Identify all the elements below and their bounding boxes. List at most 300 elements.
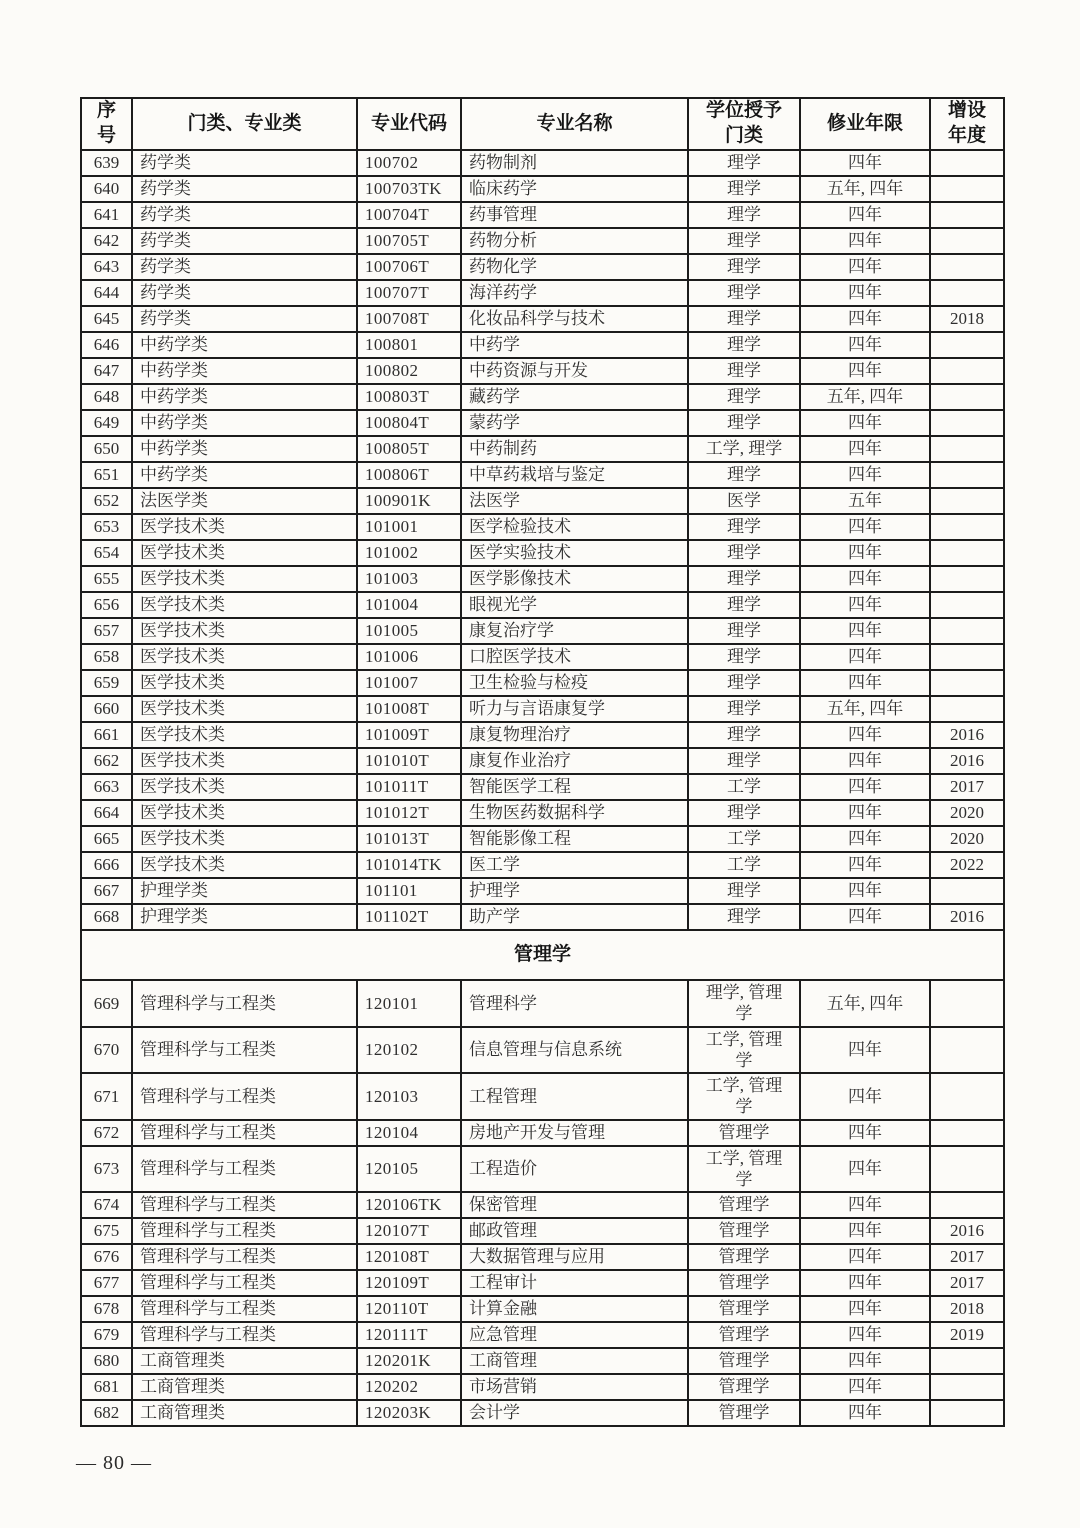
cell-name: 藏药学 xyxy=(461,384,688,410)
cell-year_added xyxy=(930,1400,1004,1426)
cell-year_added xyxy=(930,1120,1004,1146)
cell-code: 101005 xyxy=(357,618,461,644)
table-row xyxy=(81,1348,1004,1374)
cell-duration: 五年, 四年 xyxy=(800,980,930,1027)
table-row xyxy=(81,1296,1004,1322)
cell-degree: 理学 xyxy=(688,878,800,904)
header-row xyxy=(81,98,1004,150)
cell-degree: 理学 xyxy=(688,358,800,384)
table-row xyxy=(81,852,1004,878)
cell-name: 大数据管理与应用 xyxy=(461,1244,688,1270)
cell-code: 101102T xyxy=(357,904,461,930)
cell-name: 中药制药 xyxy=(461,436,688,462)
table-row xyxy=(81,306,1004,332)
cell-year_added xyxy=(930,332,1004,358)
cell-year_added: 2016 xyxy=(930,748,1004,774)
cell-no: 662 xyxy=(81,748,132,774)
cell-degree: 工学, 管理学 xyxy=(688,1027,800,1074)
cell-duration: 四年 xyxy=(800,670,930,696)
cell-code: 120201K xyxy=(357,1348,461,1374)
cell-degree: 理学 xyxy=(688,670,800,696)
cell-category: 医学技术类 xyxy=(132,826,357,852)
cell-duration: 四年 xyxy=(800,462,930,488)
cell-year_added: 2018 xyxy=(930,306,1004,332)
cell-degree: 理学 xyxy=(688,280,800,306)
table-row xyxy=(81,1400,1004,1426)
cell-name: 眼视光学 xyxy=(461,592,688,618)
cell-category: 药学类 xyxy=(132,202,357,228)
cell-code: 120107T xyxy=(357,1218,461,1244)
cell-name: 管理科学 xyxy=(461,980,688,1027)
table-row xyxy=(81,980,1004,1027)
cell-degree: 管理学 xyxy=(688,1192,800,1218)
cell-duration: 四年 xyxy=(800,436,930,462)
cell-year_added xyxy=(930,358,1004,384)
table-row xyxy=(81,800,1004,826)
cell-name: 助产学 xyxy=(461,904,688,930)
cell-year_added xyxy=(930,514,1004,540)
cell-degree: 工学, 管理学 xyxy=(688,1073,800,1120)
table-row xyxy=(81,1073,1004,1120)
cell-code: 100805T xyxy=(357,436,461,462)
col-header-serial-number: 序号 xyxy=(81,98,132,150)
cell-category: 药学类 xyxy=(132,228,357,254)
cell-no: 667 xyxy=(81,878,132,904)
cell-degree: 理学 xyxy=(688,306,800,332)
cell-year_added xyxy=(930,1073,1004,1120)
table-row xyxy=(81,1120,1004,1146)
cell-name: 康复物理治疗 xyxy=(461,722,688,748)
cell-year_added: 2017 xyxy=(930,1244,1004,1270)
cell-no: 663 xyxy=(81,774,132,800)
cell-degree: 管理学 xyxy=(688,1322,800,1348)
cell-degree: 理学 xyxy=(688,332,800,358)
cell-no: 650 xyxy=(81,436,132,462)
cell-name: 康复治疗学 xyxy=(461,618,688,644)
cell-year_added xyxy=(930,1348,1004,1374)
cell-no: 669 xyxy=(81,980,132,1027)
cell-duration: 五年, 四年 xyxy=(800,696,930,722)
cell-category: 中药学类 xyxy=(132,410,357,436)
cell-duration: 四年 xyxy=(800,1296,930,1322)
cell-code: 101101 xyxy=(357,878,461,904)
cell-category: 管理科学与工程类 xyxy=(132,980,357,1027)
cell-category: 管理科学与工程类 xyxy=(132,1146,357,1193)
cell-duration: 四年 xyxy=(800,306,930,332)
cell-code: 120203K xyxy=(357,1400,461,1426)
cell-name: 应急管理 xyxy=(461,1322,688,1348)
cell-no: 672 xyxy=(81,1120,132,1146)
cell-category: 医学技术类 xyxy=(132,852,357,878)
cell-year_added xyxy=(930,254,1004,280)
cell-no: 645 xyxy=(81,306,132,332)
cell-no: 641 xyxy=(81,202,132,228)
cell-code: 100702 xyxy=(357,150,461,176)
cell-year_added xyxy=(930,878,1004,904)
table-header xyxy=(81,98,1004,150)
cell-name: 市场营销 xyxy=(461,1374,688,1400)
cell-code: 100806T xyxy=(357,462,461,488)
col-header-category: 门类、专业类 xyxy=(132,98,357,150)
cell-duration: 四年 xyxy=(800,1120,930,1146)
cell-year_added: 2017 xyxy=(930,774,1004,800)
cell-duration: 四年 xyxy=(800,254,930,280)
cell-year_added: 2016 xyxy=(930,722,1004,748)
cell-name: 医学实验技术 xyxy=(461,540,688,566)
cell-duration: 四年 xyxy=(800,1027,930,1074)
cell-degree: 理学 xyxy=(688,254,800,280)
col-header-major-code: 专业代码 xyxy=(357,98,461,150)
cell-name: 药物制剂 xyxy=(461,150,688,176)
table-row xyxy=(81,878,1004,904)
cell-degree: 理学 xyxy=(688,176,800,202)
cell-no: 678 xyxy=(81,1296,132,1322)
cell-year_added xyxy=(930,696,1004,722)
cell-code: 120104 xyxy=(357,1120,461,1146)
cell-year_added xyxy=(930,202,1004,228)
cell-code: 101001 xyxy=(357,514,461,540)
cell-duration: 四年 xyxy=(800,514,930,540)
cell-name: 会计学 xyxy=(461,1400,688,1426)
cell-year_added xyxy=(930,488,1004,514)
cell-code: 120108T xyxy=(357,1244,461,1270)
cell-code: 100804T xyxy=(357,410,461,436)
cell-no: 681 xyxy=(81,1374,132,1400)
cell-year_added: 2017 xyxy=(930,1270,1004,1296)
cell-no: 680 xyxy=(81,1348,132,1374)
cell-category: 管理科学与工程类 xyxy=(132,1073,357,1120)
cell-name: 化妆品科学与技术 xyxy=(461,306,688,332)
cell-year_added xyxy=(930,566,1004,592)
cell-duration: 四年 xyxy=(800,1146,930,1193)
cell-degree: 管理学 xyxy=(688,1218,800,1244)
cell-code: 100901K xyxy=(357,488,461,514)
table-row xyxy=(81,176,1004,202)
cell-name: 药物分析 xyxy=(461,228,688,254)
cell-name: 工程造价 xyxy=(461,1146,688,1193)
cell-no: 647 xyxy=(81,358,132,384)
cell-code: 120101 xyxy=(357,980,461,1027)
cell-category: 医学技术类 xyxy=(132,774,357,800)
cell-no: 646 xyxy=(81,332,132,358)
table-row xyxy=(81,722,1004,748)
cell-no: 664 xyxy=(81,800,132,826)
cell-duration: 四年 xyxy=(800,904,930,930)
cell-year_added xyxy=(930,462,1004,488)
cell-no: 644 xyxy=(81,280,132,306)
cell-degree: 理学, 管理学 xyxy=(688,980,800,1027)
cell-degree: 工学 xyxy=(688,826,800,852)
cell-name: 智能医学工程 xyxy=(461,774,688,800)
cell-category: 护理学类 xyxy=(132,878,357,904)
cell-code: 101013T xyxy=(357,826,461,852)
cell-no: 679 xyxy=(81,1322,132,1348)
table-row xyxy=(81,1270,1004,1296)
cell-name: 医学影像技术 xyxy=(461,566,688,592)
cell-category: 管理科学与工程类 xyxy=(132,1270,357,1296)
col-header-major-name: 专业名称 xyxy=(461,98,688,150)
cell-category: 中药学类 xyxy=(132,462,357,488)
cell-code: 100704T xyxy=(357,202,461,228)
cell-duration: 五年, 四年 xyxy=(800,176,930,202)
cell-degree: 理学 xyxy=(688,228,800,254)
cell-year_added xyxy=(930,384,1004,410)
cell-code: 120109T xyxy=(357,1270,461,1296)
cell-duration: 四年 xyxy=(800,1192,930,1218)
cell-duration: 四年 xyxy=(800,332,930,358)
cell-year_added xyxy=(930,592,1004,618)
table-body xyxy=(81,150,1004,1426)
cell-code: 101006 xyxy=(357,644,461,670)
cell-duration: 四年 xyxy=(800,1218,930,1244)
cell-year_added xyxy=(930,280,1004,306)
cell-code: 120202 xyxy=(357,1374,461,1400)
cell-duration: 四年 xyxy=(800,826,930,852)
cell-no: 657 xyxy=(81,618,132,644)
table-row xyxy=(81,1192,1004,1218)
table-row xyxy=(81,618,1004,644)
cell-code: 100707T xyxy=(357,280,461,306)
cell-year_added: 2016 xyxy=(930,904,1004,930)
cell-degree: 管理学 xyxy=(688,1244,800,1270)
cell-year_added xyxy=(930,410,1004,436)
table-row xyxy=(81,1374,1004,1400)
cell-code: 101009T xyxy=(357,722,461,748)
table-row xyxy=(81,592,1004,618)
table-row xyxy=(81,748,1004,774)
cell-degree: 管理学 xyxy=(688,1348,800,1374)
cell-year_added: 2020 xyxy=(930,826,1004,852)
cell-duration: 四年 xyxy=(800,358,930,384)
cell-code: 101012T xyxy=(357,800,461,826)
cell-no: 640 xyxy=(81,176,132,202)
cell-category: 管理科学与工程类 xyxy=(132,1027,357,1074)
col-header-degree-category: 学位授予门类 xyxy=(688,98,800,150)
cell-code: 100801 xyxy=(357,332,461,358)
cell-no: 659 xyxy=(81,670,132,696)
col-header-year-added: 增设年度 xyxy=(930,98,1004,150)
table-row xyxy=(81,644,1004,670)
cell-duration: 五年, 四年 xyxy=(800,384,930,410)
cell-name: 计算金融 xyxy=(461,1296,688,1322)
cell-degree: 理学 xyxy=(688,540,800,566)
cell-degree: 理学 xyxy=(688,618,800,644)
table-row xyxy=(81,904,1004,930)
table-row xyxy=(81,1244,1004,1270)
cell-name: 邮政管理 xyxy=(461,1218,688,1244)
cell-category: 工商管理类 xyxy=(132,1374,357,1400)
cell-code: 120102 xyxy=(357,1027,461,1074)
cell-name: 口腔医学技术 xyxy=(461,644,688,670)
cell-year_added xyxy=(930,540,1004,566)
cell-name: 智能影像工程 xyxy=(461,826,688,852)
cell-code: 100706T xyxy=(357,254,461,280)
cell-no: 639 xyxy=(81,150,132,176)
cell-category: 药学类 xyxy=(132,306,357,332)
table-row xyxy=(81,1322,1004,1348)
cell-name: 信息管理与信息系统 xyxy=(461,1027,688,1074)
cell-code: 101014TK xyxy=(357,852,461,878)
cell-category: 医学技术类 xyxy=(132,696,357,722)
cell-code: 101003 xyxy=(357,566,461,592)
table-row xyxy=(81,228,1004,254)
cell-category: 医学技术类 xyxy=(132,644,357,670)
cell-duration: 四年 xyxy=(800,592,930,618)
cell-code: 100703TK xyxy=(357,176,461,202)
cell-duration: 四年 xyxy=(800,150,930,176)
cell-degree: 工学 xyxy=(688,852,800,878)
cell-duration: 四年 xyxy=(800,800,930,826)
cell-duration: 四年 xyxy=(800,748,930,774)
cell-year_added xyxy=(930,670,1004,696)
cell-name: 临床药学 xyxy=(461,176,688,202)
cell-degree: 理学 xyxy=(688,384,800,410)
cell-name: 工程管理 xyxy=(461,1073,688,1120)
cell-category: 管理科学与工程类 xyxy=(132,1322,357,1348)
cell-no: 654 xyxy=(81,540,132,566)
cell-category: 药学类 xyxy=(132,254,357,280)
cell-year_added xyxy=(930,618,1004,644)
cell-year_added xyxy=(930,1146,1004,1193)
table-row xyxy=(81,1146,1004,1193)
cell-year_added xyxy=(930,1027,1004,1074)
table-row xyxy=(81,488,1004,514)
cell-year_added xyxy=(930,228,1004,254)
cell-duration: 四年 xyxy=(800,540,930,566)
cell-category: 管理科学与工程类 xyxy=(132,1296,357,1322)
cell-code: 120103 xyxy=(357,1073,461,1120)
cell-degree: 理学 xyxy=(688,202,800,228)
cell-duration: 四年 xyxy=(800,410,930,436)
cell-name: 法医学 xyxy=(461,488,688,514)
cell-year_added: 2016 xyxy=(930,1218,1004,1244)
cell-degree: 理学 xyxy=(688,644,800,670)
cell-duration: 四年 xyxy=(800,228,930,254)
cell-name: 生物医药数据科学 xyxy=(461,800,688,826)
cell-code: 120110T xyxy=(357,1296,461,1322)
table-row xyxy=(81,436,1004,462)
cell-degree: 理学 xyxy=(688,748,800,774)
cell-duration: 四年 xyxy=(800,1374,930,1400)
table-row xyxy=(81,696,1004,722)
table-row xyxy=(81,384,1004,410)
cell-no: 643 xyxy=(81,254,132,280)
cell-category: 医学技术类 xyxy=(132,748,357,774)
cell-name: 医工学 xyxy=(461,852,688,878)
table-row xyxy=(81,1027,1004,1074)
cell-category: 管理科学与工程类 xyxy=(132,1120,357,1146)
cell-duration: 五年 xyxy=(800,488,930,514)
cell-duration: 四年 xyxy=(800,1322,930,1348)
cell-degree: 管理学 xyxy=(688,1270,800,1296)
cell-duration: 四年 xyxy=(800,618,930,644)
cell-category: 药学类 xyxy=(132,150,357,176)
table-row xyxy=(81,358,1004,384)
cell-name: 房地产开发与管理 xyxy=(461,1120,688,1146)
table-row xyxy=(81,280,1004,306)
cell-name: 蒙药学 xyxy=(461,410,688,436)
table-row xyxy=(81,150,1004,176)
cell-category: 中药学类 xyxy=(132,384,357,410)
cell-code: 100705T xyxy=(357,228,461,254)
cell-category: 医学技术类 xyxy=(132,540,357,566)
cell-no: 675 xyxy=(81,1218,132,1244)
cell-no: 668 xyxy=(81,904,132,930)
cell-year_added xyxy=(930,176,1004,202)
cell-degree: 管理学 xyxy=(688,1374,800,1400)
majors-table xyxy=(80,97,1005,1427)
cell-year_added: 2019 xyxy=(930,1322,1004,1348)
cell-code: 101008T xyxy=(357,696,461,722)
cell-duration: 四年 xyxy=(800,644,930,670)
cell-no: 665 xyxy=(81,826,132,852)
cell-no: 666 xyxy=(81,852,132,878)
cell-duration: 四年 xyxy=(800,280,930,306)
cell-no: 674 xyxy=(81,1192,132,1218)
cell-year_added xyxy=(930,644,1004,670)
cell-year_added xyxy=(930,980,1004,1027)
cell-degree: 医学 xyxy=(688,488,800,514)
table-row xyxy=(81,566,1004,592)
cell-duration: 四年 xyxy=(800,878,930,904)
cell-code: 101011T xyxy=(357,774,461,800)
cell-category: 医学技术类 xyxy=(132,722,357,748)
cell-code: 101010T xyxy=(357,748,461,774)
table-row xyxy=(81,462,1004,488)
cell-degree: 理学 xyxy=(688,410,800,436)
cell-no: 648 xyxy=(81,384,132,410)
cell-no: 673 xyxy=(81,1146,132,1193)
cell-degree: 理学 xyxy=(688,800,800,826)
cell-no: 670 xyxy=(81,1027,132,1074)
cell-duration: 四年 xyxy=(800,1400,930,1426)
cell-name: 中药学 xyxy=(461,332,688,358)
cell-degree: 工学 xyxy=(688,774,800,800)
cell-category: 药学类 xyxy=(132,280,357,306)
table-row xyxy=(81,774,1004,800)
page-number: — 80 — xyxy=(76,1452,152,1474)
cell-name: 卫生检验与检疫 xyxy=(461,670,688,696)
section-header-row xyxy=(81,930,1004,980)
cell-category: 管理科学与工程类 xyxy=(132,1244,357,1270)
cell-year_added xyxy=(930,1374,1004,1400)
cell-year_added: 2018 xyxy=(930,1296,1004,1322)
table-row xyxy=(81,670,1004,696)
cell-category: 医学技术类 xyxy=(132,566,357,592)
cell-category: 工商管理类 xyxy=(132,1348,357,1374)
cell-code: 120105 xyxy=(357,1146,461,1193)
cell-degree: 理学 xyxy=(688,722,800,748)
cell-year_added: 2022 xyxy=(930,852,1004,878)
cell-name: 听力与言语康复学 xyxy=(461,696,688,722)
cell-degree: 理学 xyxy=(688,696,800,722)
cell-code: 100708T xyxy=(357,306,461,332)
cell-year_added xyxy=(930,150,1004,176)
cell-code: 101004 xyxy=(357,592,461,618)
cell-year_added xyxy=(930,436,1004,462)
cell-no: 642 xyxy=(81,228,132,254)
cell-no: 649 xyxy=(81,410,132,436)
cell-degree: 管理学 xyxy=(688,1296,800,1322)
table-row xyxy=(81,202,1004,228)
cell-name: 中药资源与开发 xyxy=(461,358,688,384)
cell-duration: 四年 xyxy=(800,566,930,592)
cell-duration: 四年 xyxy=(800,1270,930,1296)
table-row xyxy=(81,1218,1004,1244)
cell-name: 工商管理 xyxy=(461,1348,688,1374)
cell-no: 677 xyxy=(81,1270,132,1296)
cell-category: 中药学类 xyxy=(132,332,357,358)
